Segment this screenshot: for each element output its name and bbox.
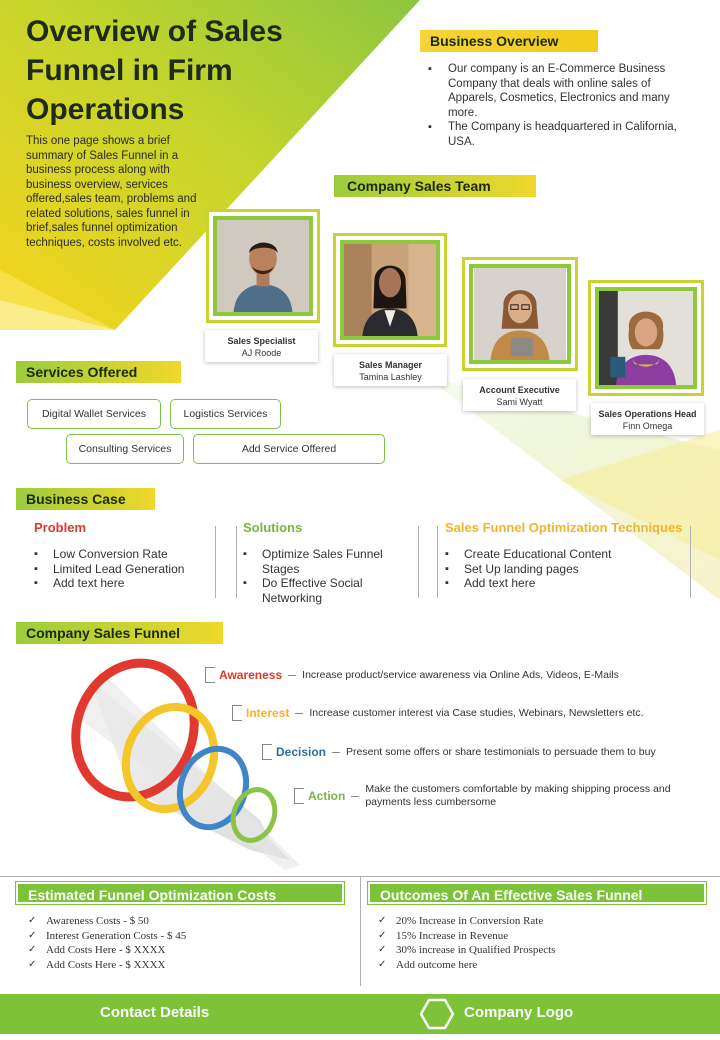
team-member-namecard [463,379,576,411]
service-pill-consulting: Consulting Services [66,434,184,464]
member-role: Sales Manager [358,360,423,370]
person-photo [344,244,436,336]
photo-frame [588,280,704,396]
outcome-item: ✓ 30% increase in Qualified Prospects [376,943,696,958]
cost-item: ✓ Awareness Costs - $ 50 [26,914,346,929]
member-name: AJ Roode [241,348,282,358]
outcomes-list [376,914,696,972]
business-overview-point: ▪ The Company is headquartered in California, USA. [428,120,678,149]
cost-item: ✓ Interest Generation Costs - $ 45 [26,929,346,944]
problem-item: ▪ Low Conversion Rate [34,547,214,562]
connector [332,752,340,753]
contact-details[interactable]: Contact Details [100,1004,210,1021]
page-title: Overview of Sales Funnel in Firm Operations [26,15,283,126]
stage-desc: Make the customers comfortable by making shipping process and payments less cumbersome [365,783,671,808]
business-overview-list [428,62,678,149]
solutions-column [243,520,413,605]
business-overview-heading: Business Overview [420,30,598,52]
costs-list [26,914,346,972]
divider [418,526,419,598]
bracket [232,705,242,721]
service-pill-logistics: Logistics Services [170,399,281,429]
solutions-item: ▪ Optimize Sales Funnel Stages [243,547,413,576]
photo-frame [333,233,447,347]
problem-column [34,520,214,591]
techniques-title: Sales Funnel Optimization Techniques [445,520,683,535]
bracket [205,667,215,683]
footer-bar [0,994,720,1034]
divider [215,526,216,598]
cost-item: ✓ Add Costs Here - $ XXXX [26,958,346,973]
techniques-item: ▪ Add text here [445,576,695,591]
stage-label: Decision [276,745,327,759]
techniques-item: ▪ Set Up landing pages [445,562,695,577]
photo-frame [206,209,320,323]
business-overview-point: ▪ Our company is an E-Commerce Business Company that deals with online sales of Apparels, Cosmetics, Electronics and many more. [428,62,678,120]
member-name: Sami Wyatt [496,397,543,407]
stage-desc: Increase customer interest via Case studies, Webinars, Newsletters etc. [309,706,644,719]
bracket [294,788,304,804]
divider [236,526,237,598]
problem-item: ▪ Add text here [34,576,214,591]
solutions-title: Solutions [243,520,303,535]
techniques-item: ▪ Create Educational Content [445,547,695,562]
stage-desc: Increase product/service awareness via Online Ads, Videos, E-Mails [302,668,619,681]
service-pill-digital-wallet: Digital Wallet Services [27,399,161,429]
funnel-stage-decision [262,744,656,760]
member-name: Finn Omega [622,421,673,431]
divider [437,526,438,598]
member-role: Sales Specialist [227,336,296,346]
connector [288,675,296,676]
team-member-namecard [334,354,447,386]
techniques-column [445,520,695,591]
team-member-namecard [591,403,704,435]
bracket [262,744,272,760]
stage-label: Action [308,789,346,803]
service-pill-add[interactable]: Add Service Offered [193,434,385,464]
cost-item: ✓ Add Costs Here - $ XXXX [26,943,346,958]
stage-label: Awareness [219,668,283,682]
connector [295,713,303,714]
person-photo [599,291,693,385]
member-name: Tamina Lashley [359,372,422,382]
problem-title: Problem [34,520,87,535]
member-role: Account Executive [479,385,560,395]
person-photo [217,220,309,312]
person-photo [473,268,567,360]
sales-funnel-graphic [60,650,310,870]
funnel-stage-interest [232,705,644,721]
stage-desc: Present some offers or share testimonials to persuade them to buy [346,745,656,758]
funnel-stage-awareness [205,667,619,683]
business-case-heading: Business Case [16,488,155,510]
hexagon-logo-icon [420,998,454,1030]
problem-item: ▪ Limited Lead Generation [34,562,214,577]
funnel-heading: Company Sales Funnel [16,622,223,644]
outcomes-heading: Outcomes Of An Effective Sales Funnel [368,882,706,904]
intro-text: This one page shows a brief summary of Sales Funnel in a business process along with business overview, services offered,sales team, problems and related solutions, sales funnel in brief,sales funnel optimization techniques, costs involved etc. [26,135,197,249]
sales-team-heading: Company Sales Team [334,175,536,197]
photo-frame [462,257,578,371]
outcome-item: ✓ 20% Increase in Conversion Rate [376,914,696,929]
costs-heading: Estimated Funnel Optimization Costs [16,882,344,904]
company-logo: Company Logo [464,1004,574,1021]
divider [360,876,361,986]
connector [351,796,359,797]
outcome-item: ✓ 15% Increase in Revenue [376,929,696,944]
divider [690,526,691,598]
solutions-item: ▪ Do Effective Social Networking [243,576,413,605]
stage-label: Interest [246,706,290,720]
member-role: Sales Operations Head [598,409,697,419]
services-heading: Services Offered [16,361,181,383]
outcome-item: ✓ Add outcome here [376,958,696,973]
team-member-namecard [205,330,318,362]
funnel-stage-action [294,783,685,809]
